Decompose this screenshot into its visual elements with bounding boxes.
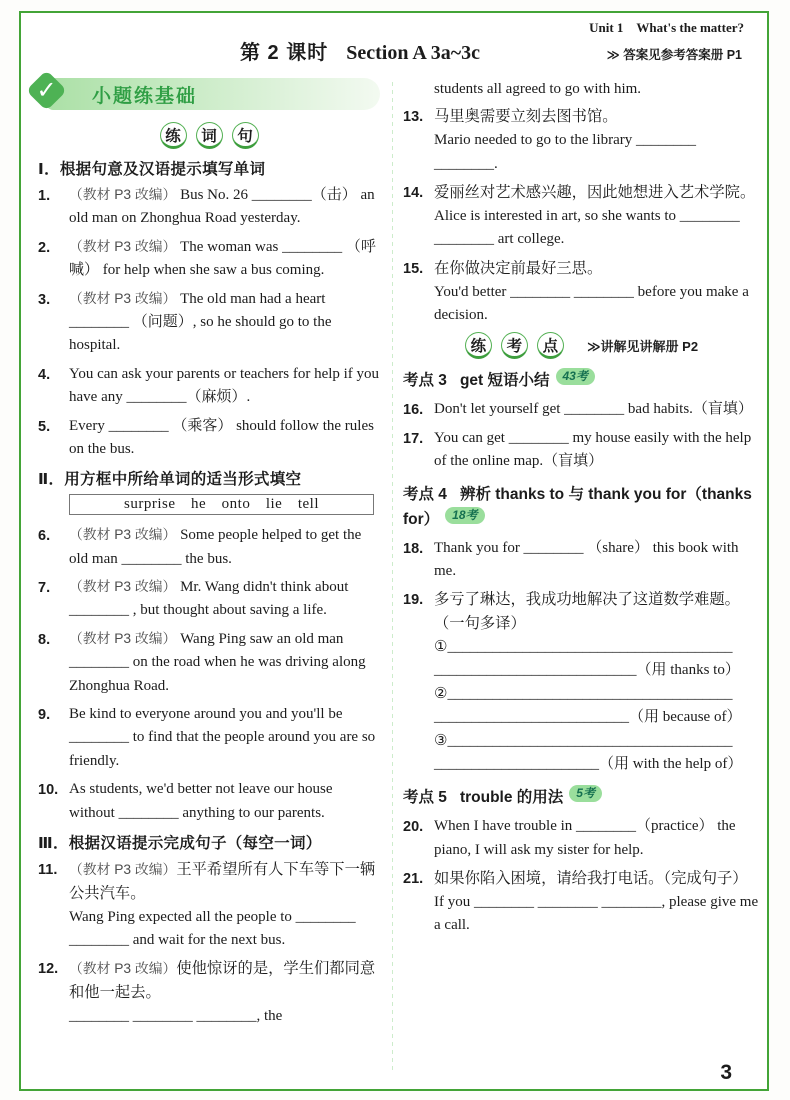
exercise-item-2: [38, 236, 380, 283]
item-chinese: 爱丽丝对艺术感兴趣，因此她想进入艺术学院。: [434, 184, 756, 202]
exercise-item-11: [38, 858, 380, 953]
part-2-heading: Ⅱ．用方框中所给单词的适当形式填空: [38, 471, 302, 489]
item-text: When I have trouble in ________（practice） the piano, I will ask my sister for help.: [434, 818, 736, 858]
item-number: 15.: [403, 260, 424, 277]
part-1-heading: Ⅰ．根据句意及汉语提示填写单词: [38, 161, 266, 178]
page-number: 3: [720, 1061, 732, 1084]
exam-point-practice-heading: [403, 332, 760, 359]
exercise-item-13: [403, 105, 760, 176]
exam-point-4-heading: 考点 4 辨析 thanks to 与 thank you for（thanks for） 18考: [403, 485, 752, 528]
exercise-item-8: [38, 628, 380, 698]
item-text: The old man had a heart ________ （问题）, so he should go to the hospital.: [69, 290, 332, 354]
item-number: 20.: [403, 819, 424, 836]
item-number: 5.: [38, 418, 51, 435]
exercise-item-7: [38, 576, 380, 623]
two-column-body: [38, 78, 760, 1074]
item-number: 14.: [403, 185, 424, 202]
exercise-item-6: [38, 524, 380, 571]
item-number: 3.: [38, 291, 51, 308]
item-number: 11.: [38, 861, 58, 878]
circled-char: 练: [160, 122, 187, 149]
left-column: [38, 78, 380, 1074]
lesson-title-en: Section A 3a~3c: [346, 42, 480, 64]
answer-reference: ≫ 答案见参考答案册 P1: [606, 48, 742, 62]
item-chinese: 马里奥需要立刻去图书馆。: [434, 108, 618, 126]
word-bank-box: surprise he onto lie tell: [69, 494, 374, 515]
item-text: Some people helped to get the old man ________ the bus.: [69, 527, 362, 567]
source-tag: （教材 P3 改编）: [69, 187, 177, 202]
exercise-item-16: [403, 398, 760, 421]
item-chinese: 如果你陷入困境，请给我打电话。（完成句子）: [434, 870, 748, 888]
item-text: ________ ________ ________, the: [69, 1008, 283, 1025]
item-text: You can get ________ my house easily with the help of the online map.（盲填）: [434, 429, 752, 470]
item-number: 10.: [38, 782, 59, 799]
item-text: The woman was ________ （呼喊） for help when she saw a bus coming.: [69, 238, 376, 279]
right-column: [403, 78, 760, 1074]
item-chinese: 多亏了琳达，我成功地解决了这道数学难题。（一句多译）: [434, 591, 740, 633]
item-number: 7.: [38, 580, 51, 597]
item-text: If you ________ ________ ________, please give me a call.: [434, 894, 759, 934]
exercise-item-12: [38, 957, 380, 1028]
item-text: Every ________ （乘客） should follow the rules on the bus.: [69, 417, 374, 457]
item-number: 12.: [38, 961, 59, 978]
exercise-item-20: [403, 815, 760, 862]
explanation-reference: ≫讲解见讲解册 P2: [586, 339, 699, 355]
translation-blank-3: ③______________________________________: [434, 732, 733, 749]
source-tag: （教材 P3 改编）: [69, 861, 177, 877]
item-12-continuation: students all agreed to go with him.: [434, 81, 642, 97]
circled-char: 点: [537, 332, 564, 359]
item-text: Thank you for ________ （share） this book with me.: [434, 539, 739, 579]
item-chinese: 在你做决定前最好三思。: [434, 259, 603, 277]
exercise-item-19: [403, 588, 760, 776]
item-number: 4.: [38, 366, 51, 383]
exercise-item-10: [38, 778, 380, 825]
circled-char: 练: [465, 332, 492, 359]
column-divider: [392, 82, 393, 1074]
source-tag: （教材 P3 改编）: [69, 527, 177, 543]
exercise-item-14: [403, 181, 760, 252]
translation-blank-1: ①______________________________________: [434, 639, 733, 656]
check-icon: ✓: [26, 70, 67, 111]
translation-hint-3: ______________________（用 with the help of）: [434, 755, 743, 772]
exam-count-badge: 5考: [569, 785, 602, 802]
exercise-item-18: [403, 537, 760, 584]
item-text: Be kind to everyone around you and you'll be ________ to find that the people around you are so friendly.: [69, 706, 376, 769]
source-tag: （教材 P3 改编）: [69, 630, 177, 646]
item-number: 19.: [403, 592, 424, 609]
exam-point-3-heading: 考点 3 get 短语小结 43考: [403, 368, 760, 393]
exam-count-badge: 18考: [445, 507, 484, 524]
item-number: 1.: [38, 188, 51, 204]
exercise-item-21: [403, 867, 760, 938]
item-text: You'd better ________ ________ before you make a decision.: [434, 283, 749, 323]
unit-header: Unit 1 What's the matter?: [589, 20, 744, 35]
item-text: Don't let yourself get ________ bad habits.（盲填）: [434, 401, 753, 418]
exercise-item-1: [38, 184, 380, 231]
exercise-item-5: [38, 415, 380, 462]
item-number: 21.: [403, 871, 424, 888]
item-text: Mr. Wang didn't think about ________ , but thought about saving a life.: [69, 579, 349, 619]
item-number: 8.: [38, 631, 51, 648]
lesson-title: [120, 36, 600, 65]
item-number: 16.: [403, 402, 424, 419]
item-number: 18.: [403, 540, 424, 557]
item-number: 2.: [38, 239, 51, 256]
item-chinese: （教材 P3 改编）王平希望所有人下车等下一辆公共汽车。: [69, 860, 376, 902]
word-practice-heading: [38, 122, 380, 149]
exercise-item-4: [38, 363, 380, 410]
item-text: Wang Ping saw an old man ________ on the road when he was driving along Zhonghua Road.: [69, 630, 366, 694]
section-badge: [30, 78, 380, 112]
circled-char: 考: [501, 332, 528, 359]
translation-hint-1: ___________________________（用 thanks to）: [434, 662, 740, 679]
source-tag: （教材 P3 改编）: [69, 961, 177, 977]
exam-point-5-heading: 考点 5 trouble 的用法 5考: [403, 785, 760, 810]
source-tag: （教材 P3 改编）: [69, 238, 177, 254]
circled-char: 词: [196, 122, 223, 149]
item-text: Wang Ping expected all the people to ________ ________ and wait for the next bus.: [69, 908, 356, 949]
lesson-title-cn: 第 2 课时: [240, 42, 329, 64]
circled-char: 句: [232, 122, 259, 149]
source-tag: （教材 P3 改编）: [69, 579, 177, 595]
item-text: Mario needed to go to the library ________ ________.: [434, 132, 697, 172]
translation-blank-2: ②______________________________________: [434, 685, 733, 702]
source-tag: （教材 P3 改编）: [69, 290, 177, 306]
section-badge-label: 小题练基础: [46, 78, 380, 110]
item-text: Bus No. 26 ________（击） an old man on Zhonghua Road yesterday.: [69, 187, 375, 227]
item-number: 17.: [403, 430, 424, 447]
exercise-item-9: [38, 703, 380, 773]
item-number: 6.: [38, 528, 51, 545]
item-text: You can ask your parents or teachers for help if you have any ________（麻烦）.: [69, 365, 380, 406]
translation-hint-2: __________________________（用 because of）: [434, 709, 742, 726]
item-text: Alice is interested in art, so she wants to ________ ________ art college.: [434, 207, 740, 248]
item-text: As students, we'd better not leave our house without ________ anything to our parents.: [69, 781, 333, 821]
exam-count-badge: 43考: [556, 368, 595, 385]
item-chinese: （教材 P3 改编）使他惊讶的是，学生们都同意和他一起去。: [69, 960, 376, 1002]
part-3-heading: Ⅲ．根据汉语提示完成句子（每空一词）: [38, 834, 322, 852]
item-number: 9.: [38, 707, 51, 724]
exercise-item-15: [403, 257, 760, 328]
exercise-item-17: [403, 427, 760, 474]
item-number: 13.: [403, 109, 424, 126]
exercise-item-3: [38, 288, 380, 358]
